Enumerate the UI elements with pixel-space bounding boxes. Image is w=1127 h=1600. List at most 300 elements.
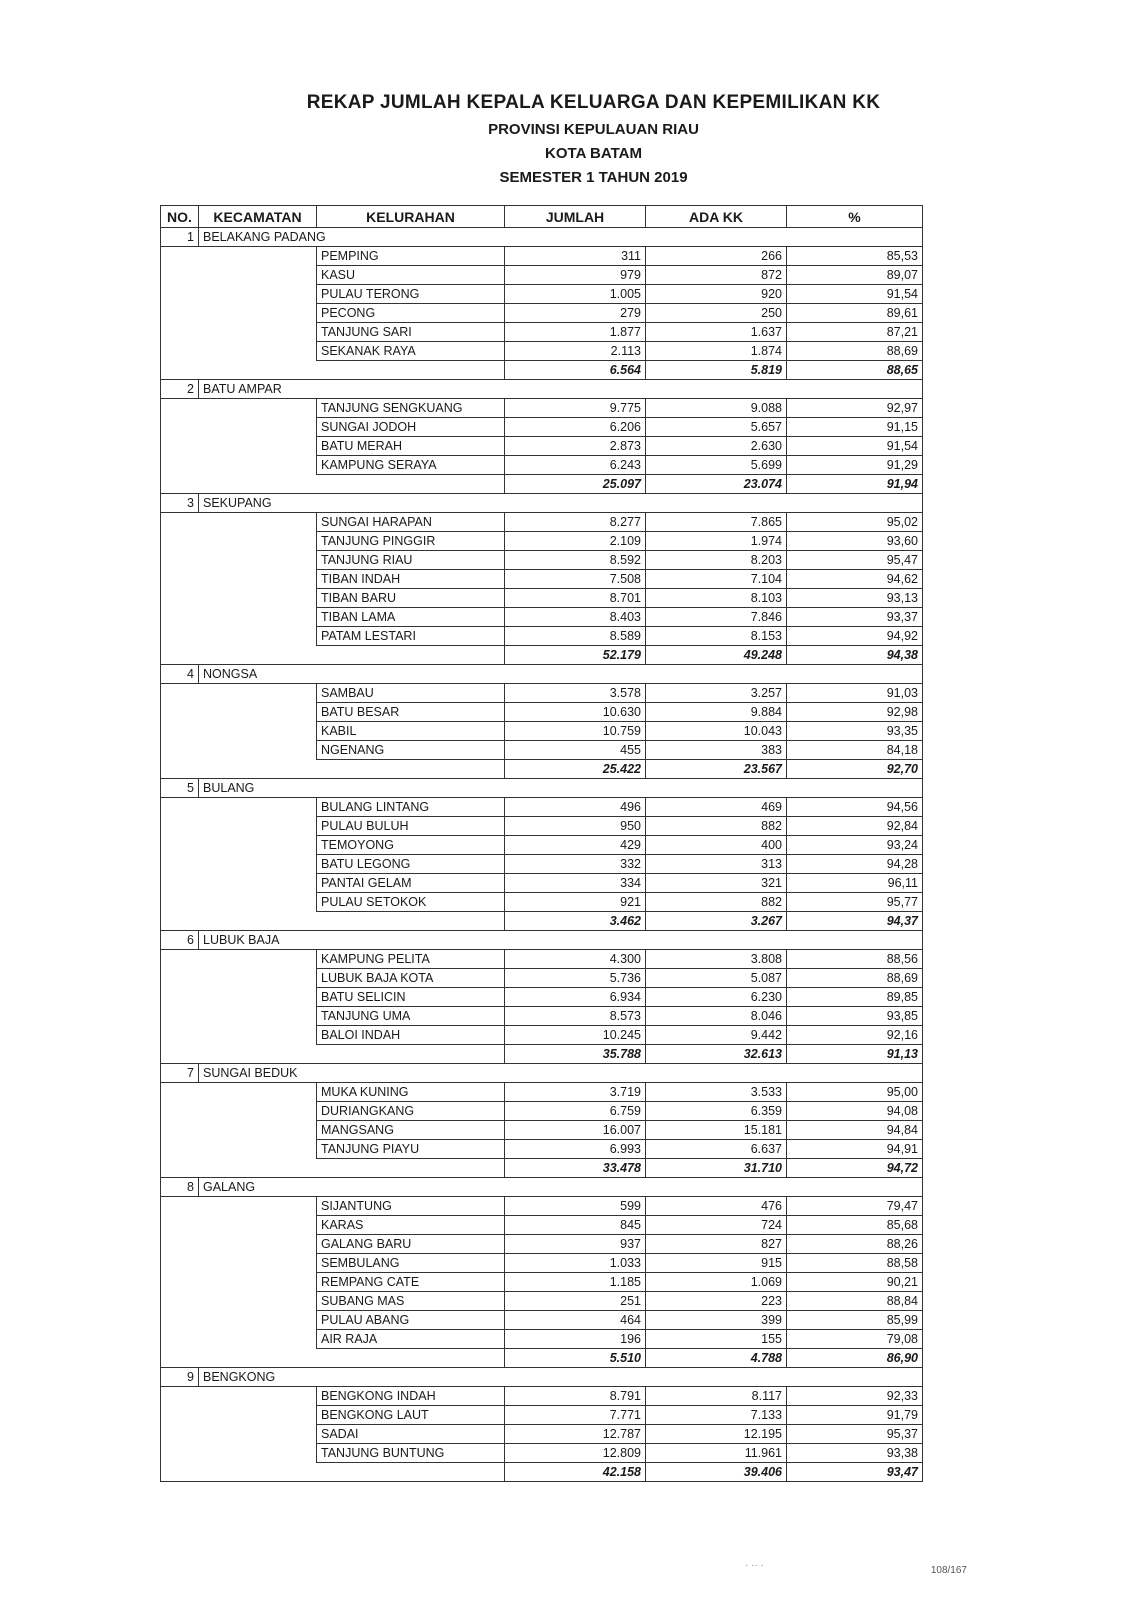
kelurahan-cell: BATU LEGONG	[317, 855, 505, 874]
kelurahan-cell: TIBAN INDAH	[317, 570, 505, 589]
district-number: 5	[161, 779, 199, 798]
empty-cell	[161, 1406, 317, 1425]
jumlah-cell: 950	[505, 817, 646, 836]
table-row	[161, 684, 923, 703]
percent-cell: 94,08	[787, 1102, 923, 1121]
table-row	[161, 722, 923, 741]
ada-kk-cell: 6.359	[646, 1102, 787, 1121]
subtotal-ada-kk: 39.406	[646, 1463, 787, 1482]
document-header	[0, 92, 1127, 193]
ada-kk-cell: 1.069	[646, 1273, 787, 1292]
district-header-row	[161, 665, 923, 684]
ada-kk-cell: 827	[646, 1235, 787, 1254]
percent-cell: 91,29	[787, 456, 923, 475]
percent-cell: 88,58	[787, 1254, 923, 1273]
district-number: 9	[161, 1368, 199, 1387]
percent-cell: 93,38	[787, 1444, 923, 1463]
subtotal-percent: 93,47	[787, 1463, 923, 1482]
district-number: 4	[161, 665, 199, 684]
jumlah-cell: 10.245	[505, 1026, 646, 1045]
district-number: 1	[161, 228, 199, 247]
empty-cell	[161, 1463, 505, 1482]
jumlah-cell: 1.005	[505, 285, 646, 304]
table-row	[161, 437, 923, 456]
ada-kk-cell: 8.153	[646, 627, 787, 646]
percent-cell: 94,56	[787, 798, 923, 817]
percent-cell: 79,47	[787, 1197, 923, 1216]
kelurahan-cell: TANJUNG RIAU	[317, 551, 505, 570]
province-label: PROVINSI KEPULAUAN RIAU	[488, 121, 699, 138]
kelurahan-cell: KAMPUNG PELITA	[317, 950, 505, 969]
percent-cell: 94,62	[787, 570, 923, 589]
jumlah-cell: 6.206	[505, 418, 646, 437]
ada-kk-cell: 223	[646, 1292, 787, 1311]
subtotal-percent: 86,90	[787, 1349, 923, 1368]
kelurahan-cell: SUBANG MAS	[317, 1292, 505, 1311]
table-row	[161, 798, 923, 817]
kelurahan-cell: AIR RAJA	[317, 1330, 505, 1349]
table-row	[161, 855, 923, 874]
ada-kk-cell: 915	[646, 1254, 787, 1273]
empty-cell	[161, 1349, 505, 1368]
subtotal-row	[161, 1045, 923, 1064]
district-number: 3	[161, 494, 199, 513]
jumlah-cell: 979	[505, 266, 646, 285]
percent-cell: 94,84	[787, 1121, 923, 1140]
subtotal-percent: 91,94	[787, 475, 923, 494]
district-header-row	[161, 228, 923, 247]
district-number: 6	[161, 931, 199, 950]
percent-cell: 92,98	[787, 703, 923, 722]
empty-cell	[161, 627, 317, 646]
jumlah-cell: 2.109	[505, 532, 646, 551]
kelurahan-cell: TANJUNG UMA	[317, 1007, 505, 1026]
empty-cell	[161, 551, 317, 570]
empty-cell	[161, 513, 317, 532]
jumlah-cell: 845	[505, 1216, 646, 1235]
jumlah-cell: 464	[505, 1311, 646, 1330]
empty-cell	[161, 1330, 317, 1349]
percent-cell: 92,97	[787, 399, 923, 418]
table-row	[161, 1121, 923, 1140]
percent-cell: 91,54	[787, 285, 923, 304]
district-number: 8	[161, 1178, 199, 1197]
district-name: BELAKANG PADANG	[199, 228, 923, 247]
empty-cell	[161, 817, 317, 836]
empty-cell	[161, 1102, 317, 1121]
empty-cell	[161, 1045, 505, 1064]
kelurahan-cell: SUNGAI HARAPAN	[317, 513, 505, 532]
ada-kk-cell: 7.865	[646, 513, 787, 532]
jumlah-cell: 6.934	[505, 988, 646, 1007]
table-row	[161, 1425, 923, 1444]
empty-cell	[161, 266, 317, 285]
kelurahan-cell: BATU BESAR	[317, 703, 505, 722]
empty-cell	[161, 950, 317, 969]
jumlah-cell: 496	[505, 798, 646, 817]
subtotal-row	[161, 912, 923, 931]
table-row	[161, 1387, 923, 1406]
subtotal-ada-kk: 31.710	[646, 1159, 787, 1178]
ada-kk-cell: 1.974	[646, 532, 787, 551]
table-row	[161, 513, 923, 532]
kelurahan-cell: BATU MERAH	[317, 437, 505, 456]
kelurahan-cell: NGENANG	[317, 741, 505, 760]
kelurahan-cell: PANTAI GELAM	[317, 874, 505, 893]
kelurahan-cell: PULAU SETOKOK	[317, 893, 505, 912]
district-name: BENGKONG	[199, 1368, 923, 1387]
ada-kk-cell: 5.657	[646, 418, 787, 437]
jumlah-cell: 7.508	[505, 570, 646, 589]
ada-kk-cell: 399	[646, 1311, 787, 1330]
ada-kk-cell: 872	[646, 266, 787, 285]
table-body	[161, 228, 923, 1482]
empty-cell	[161, 1007, 317, 1026]
column-header-ada-kk: ADA KK	[646, 206, 787, 228]
percent-cell: 95,02	[787, 513, 923, 532]
ada-kk-cell: 313	[646, 855, 787, 874]
percent-cell: 91,15	[787, 418, 923, 437]
subtotal-percent: 88,65	[787, 361, 923, 380]
district-header-row	[161, 1368, 923, 1387]
ada-kk-cell: 3.533	[646, 1083, 787, 1102]
table-row	[161, 1254, 923, 1273]
empty-cell	[161, 760, 505, 779]
empty-cell	[161, 342, 317, 361]
subtotal-jumlah: 42.158	[505, 1463, 646, 1482]
empty-cell	[161, 836, 317, 855]
table-row	[161, 570, 923, 589]
percent-cell: 92,33	[787, 1387, 923, 1406]
percent-cell: 79,08	[787, 1330, 923, 1349]
ada-kk-cell: 882	[646, 893, 787, 912]
kelurahan-cell: PULAU TERONG	[317, 285, 505, 304]
jumlah-cell: 6.993	[505, 1140, 646, 1159]
kelurahan-cell: PECONG	[317, 304, 505, 323]
jumlah-cell: 1.033	[505, 1254, 646, 1273]
district-name: BATU AMPAR	[199, 380, 923, 399]
kelurahan-cell: TANJUNG BUNTUNG	[317, 1444, 505, 1463]
empty-cell	[161, 646, 505, 665]
kelurahan-cell: TANJUNG PIAYU	[317, 1140, 505, 1159]
empty-cell	[161, 1159, 505, 1178]
ada-kk-cell: 11.961	[646, 1444, 787, 1463]
ada-kk-cell: 400	[646, 836, 787, 855]
empty-cell	[161, 684, 317, 703]
table-row	[161, 1311, 923, 1330]
jumlah-cell: 332	[505, 855, 646, 874]
column-header-kecamatan: KECAMATAN	[199, 206, 317, 228]
district-header-row	[161, 1178, 923, 1197]
district-header-row	[161, 1064, 923, 1083]
table-row	[161, 1007, 923, 1026]
district-name: LUBUK BAJA	[199, 931, 923, 950]
table-row	[161, 1330, 923, 1349]
percent-cell: 93,24	[787, 836, 923, 855]
table-row	[161, 703, 923, 722]
jumlah-cell: 5.736	[505, 969, 646, 988]
table-row	[161, 1197, 923, 1216]
kelurahan-cell: DURIANGKANG	[317, 1102, 505, 1121]
table-row	[161, 893, 923, 912]
subtotal-jumlah: 5.510	[505, 1349, 646, 1368]
subtotal-jumlah: 35.788	[505, 1045, 646, 1064]
jumlah-cell: 921	[505, 893, 646, 912]
percent-cell: 85,68	[787, 1216, 923, 1235]
empty-cell	[161, 361, 505, 380]
subtotal-row	[161, 1159, 923, 1178]
empty-cell	[161, 703, 317, 722]
jumlah-cell: 12.809	[505, 1444, 646, 1463]
empty-cell	[161, 1254, 317, 1273]
jumlah-cell: 6.759	[505, 1102, 646, 1121]
subtotal-jumlah: 3.462	[505, 912, 646, 931]
empty-cell	[161, 1235, 317, 1254]
ada-kk-cell: 15.181	[646, 1121, 787, 1140]
kelurahan-cell: PEMPING	[317, 247, 505, 266]
table-row	[161, 1444, 923, 1463]
district-header-row	[161, 931, 923, 950]
ada-kk-cell: 3.257	[646, 684, 787, 703]
table-row	[161, 836, 923, 855]
ada-kk-cell: 8.203	[646, 551, 787, 570]
ada-kk-cell: 8.103	[646, 589, 787, 608]
kelurahan-cell: KARAS	[317, 1216, 505, 1235]
empty-cell	[161, 988, 317, 1007]
empty-cell	[161, 1273, 317, 1292]
jumlah-cell: 8.791	[505, 1387, 646, 1406]
subtotal-jumlah: 25.097	[505, 475, 646, 494]
kelurahan-cell: SAMBAU	[317, 684, 505, 703]
kelurahan-cell: SIJANTUNG	[317, 1197, 505, 1216]
ada-kk-cell: 882	[646, 817, 787, 836]
percent-cell: 84,18	[787, 741, 923, 760]
table-row	[161, 1102, 923, 1121]
jumlah-cell: 3.578	[505, 684, 646, 703]
district-name: GALANG	[199, 1178, 923, 1197]
ada-kk-cell: 469	[646, 798, 787, 817]
empty-cell	[161, 722, 317, 741]
ada-kk-cell: 5.699	[646, 456, 787, 475]
percent-cell: 88,69	[787, 969, 923, 988]
subtotal-percent: 94,72	[787, 1159, 923, 1178]
percent-cell: 95,37	[787, 1425, 923, 1444]
ada-kk-cell: 6.637	[646, 1140, 787, 1159]
jumlah-cell: 8.277	[505, 513, 646, 532]
jumlah-cell: 251	[505, 1292, 646, 1311]
table-row	[161, 608, 923, 627]
ada-kk-cell: 383	[646, 741, 787, 760]
subtotal-row	[161, 1463, 923, 1482]
jumlah-cell: 8.573	[505, 1007, 646, 1026]
empty-cell	[161, 893, 317, 912]
percent-cell: 94,92	[787, 627, 923, 646]
table-row	[161, 323, 923, 342]
ada-kk-cell: 2.630	[646, 437, 787, 456]
jumlah-cell: 2.113	[505, 342, 646, 361]
percent-cell: 85,53	[787, 247, 923, 266]
table-row	[161, 1140, 923, 1159]
table-row	[161, 418, 923, 437]
document-title: REKAP JUMLAH KEPALA KELUARGA DAN KEPEMILIKAN KK	[306, 92, 881, 113]
percent-cell: 88,26	[787, 1235, 923, 1254]
empty-cell	[161, 570, 317, 589]
percent-cell: 95,47	[787, 551, 923, 570]
subtotal-ada-kk: 3.267	[646, 912, 787, 931]
subtotal-row	[161, 646, 923, 665]
column-header-jumlah: JUMLAH	[505, 206, 646, 228]
kelurahan-cell: TEMOYONG	[317, 836, 505, 855]
ada-kk-cell: 250	[646, 304, 787, 323]
subtotal-ada-kk: 23.567	[646, 760, 787, 779]
kelurahan-cell: TIBAN BARU	[317, 589, 505, 608]
page-number: 108/167	[930, 1565, 967, 1576]
subtotal-percent: 94,37	[787, 912, 923, 931]
ada-kk-cell: 9.884	[646, 703, 787, 722]
ada-kk-cell: 9.442	[646, 1026, 787, 1045]
subtotal-jumlah: 6.564	[505, 361, 646, 380]
district-name: SEKUPANG	[199, 494, 923, 513]
ada-kk-cell: 10.043	[646, 722, 787, 741]
kelurahan-cell: BENGKONG LAUT	[317, 1406, 505, 1425]
subtotal-ada-kk: 4.788	[646, 1349, 787, 1368]
jumlah-cell: 2.873	[505, 437, 646, 456]
kelurahan-cell: GALANG BARU	[317, 1235, 505, 1254]
table-row	[161, 874, 923, 893]
jumlah-cell: 196	[505, 1330, 646, 1349]
kelurahan-cell: SEMBULANG	[317, 1254, 505, 1273]
subtotal-jumlah: 52.179	[505, 646, 646, 665]
kelurahan-cell: SUNGAI JODOH	[317, 418, 505, 437]
percent-cell: 93,85	[787, 1007, 923, 1026]
jumlah-cell: 16.007	[505, 1121, 646, 1140]
kelurahan-cell: REMPANG CATE	[317, 1273, 505, 1292]
jumlah-cell: 455	[505, 741, 646, 760]
table-row	[161, 1406, 923, 1425]
district-name: SUNGAI BEDUK	[199, 1064, 923, 1083]
subtotal-percent: 91,13	[787, 1045, 923, 1064]
table-row	[161, 1235, 923, 1254]
city-label: KOTA BATAM	[545, 145, 642, 162]
kelurahan-cell: BALOI INDAH	[317, 1026, 505, 1045]
table-row	[161, 247, 923, 266]
kelurahan-cell: SEKANAK RAYA	[317, 342, 505, 361]
kelurahan-cell: PULAU BULUH	[317, 817, 505, 836]
table-row	[161, 266, 923, 285]
ada-kk-cell: 1.637	[646, 323, 787, 342]
ada-kk-cell: 476	[646, 1197, 787, 1216]
kelurahan-cell: TANJUNG PINGGIR	[317, 532, 505, 551]
kelurahan-cell: KASU	[317, 266, 505, 285]
kelurahan-cell: TIBAN LAMA	[317, 608, 505, 627]
table-row	[161, 988, 923, 1007]
table-row	[161, 741, 923, 760]
empty-cell	[161, 874, 317, 893]
table-row	[161, 1216, 923, 1235]
district-header-row	[161, 779, 923, 798]
percent-cell: 94,91	[787, 1140, 923, 1159]
ada-kk-cell: 12.195	[646, 1425, 787, 1444]
subtotal-percent: 92,70	[787, 760, 923, 779]
kelurahan-cell: KAMPUNG SERAYA	[317, 456, 505, 475]
empty-cell	[161, 532, 317, 551]
table-row	[161, 1083, 923, 1102]
ada-kk-cell: 724	[646, 1216, 787, 1235]
table-row	[161, 950, 923, 969]
jumlah-cell: 937	[505, 1235, 646, 1254]
percent-cell: 90,21	[787, 1273, 923, 1292]
empty-cell	[161, 399, 317, 418]
jumlah-cell: 10.759	[505, 722, 646, 741]
empty-cell	[161, 741, 317, 760]
period-label: SEMESTER 1 TAHUN 2019	[499, 169, 688, 186]
jumlah-cell: 279	[505, 304, 646, 323]
empty-cell	[161, 855, 317, 874]
ada-kk-cell: 8.046	[646, 1007, 787, 1026]
table-row	[161, 1026, 923, 1045]
recap-table	[160, 205, 923, 1482]
district-header-row	[161, 380, 923, 399]
table-row	[161, 969, 923, 988]
kelurahan-cell: SADAI	[317, 1425, 505, 1444]
percent-cell: 93,60	[787, 532, 923, 551]
percent-cell: 92,84	[787, 817, 923, 836]
empty-cell	[161, 1425, 317, 1444]
percent-cell: 95,77	[787, 893, 923, 912]
district-name: NONGSA	[199, 665, 923, 684]
percent-cell: 93,37	[787, 608, 923, 627]
table-row	[161, 532, 923, 551]
ada-kk-cell: 321	[646, 874, 787, 893]
subtotal-jumlah: 33.478	[505, 1159, 646, 1178]
empty-cell	[161, 1444, 317, 1463]
percent-cell: 91,54	[787, 437, 923, 456]
ada-kk-cell: 266	[646, 247, 787, 266]
empty-cell	[161, 1292, 317, 1311]
kelurahan-cell: BATU SELICIN	[317, 988, 505, 1007]
table-row	[161, 627, 923, 646]
jumlah-cell: 12.787	[505, 1425, 646, 1444]
empty-cell	[161, 589, 317, 608]
empty-cell	[161, 969, 317, 988]
subtotal-ada-kk: 49.248	[646, 646, 787, 665]
empty-cell	[161, 418, 317, 437]
empty-cell	[161, 1216, 317, 1235]
percent-cell: 89,61	[787, 304, 923, 323]
percent-cell: 91,79	[787, 1406, 923, 1425]
jumlah-cell: 599	[505, 1197, 646, 1216]
table-row	[161, 285, 923, 304]
jumlah-cell: 8.403	[505, 608, 646, 627]
ada-kk-cell: 1.874	[646, 342, 787, 361]
kelurahan-cell: BENGKONG INDAH	[317, 1387, 505, 1406]
jumlah-cell: 1.877	[505, 323, 646, 342]
ada-kk-cell: 8.117	[646, 1387, 787, 1406]
table-row	[161, 1292, 923, 1311]
jumlah-cell: 8.592	[505, 551, 646, 570]
ada-kk-cell: 7.846	[646, 608, 787, 627]
kelurahan-cell: BULANG LINTANG	[317, 798, 505, 817]
subtotal-row	[161, 475, 923, 494]
empty-cell	[161, 1083, 317, 1102]
empty-cell	[161, 608, 317, 627]
empty-cell	[161, 1026, 317, 1045]
district-number: 7	[161, 1064, 199, 1083]
empty-cell	[161, 304, 317, 323]
district-number: 2	[161, 380, 199, 399]
table-header-row	[161, 206, 923, 228]
empty-cell	[161, 247, 317, 266]
